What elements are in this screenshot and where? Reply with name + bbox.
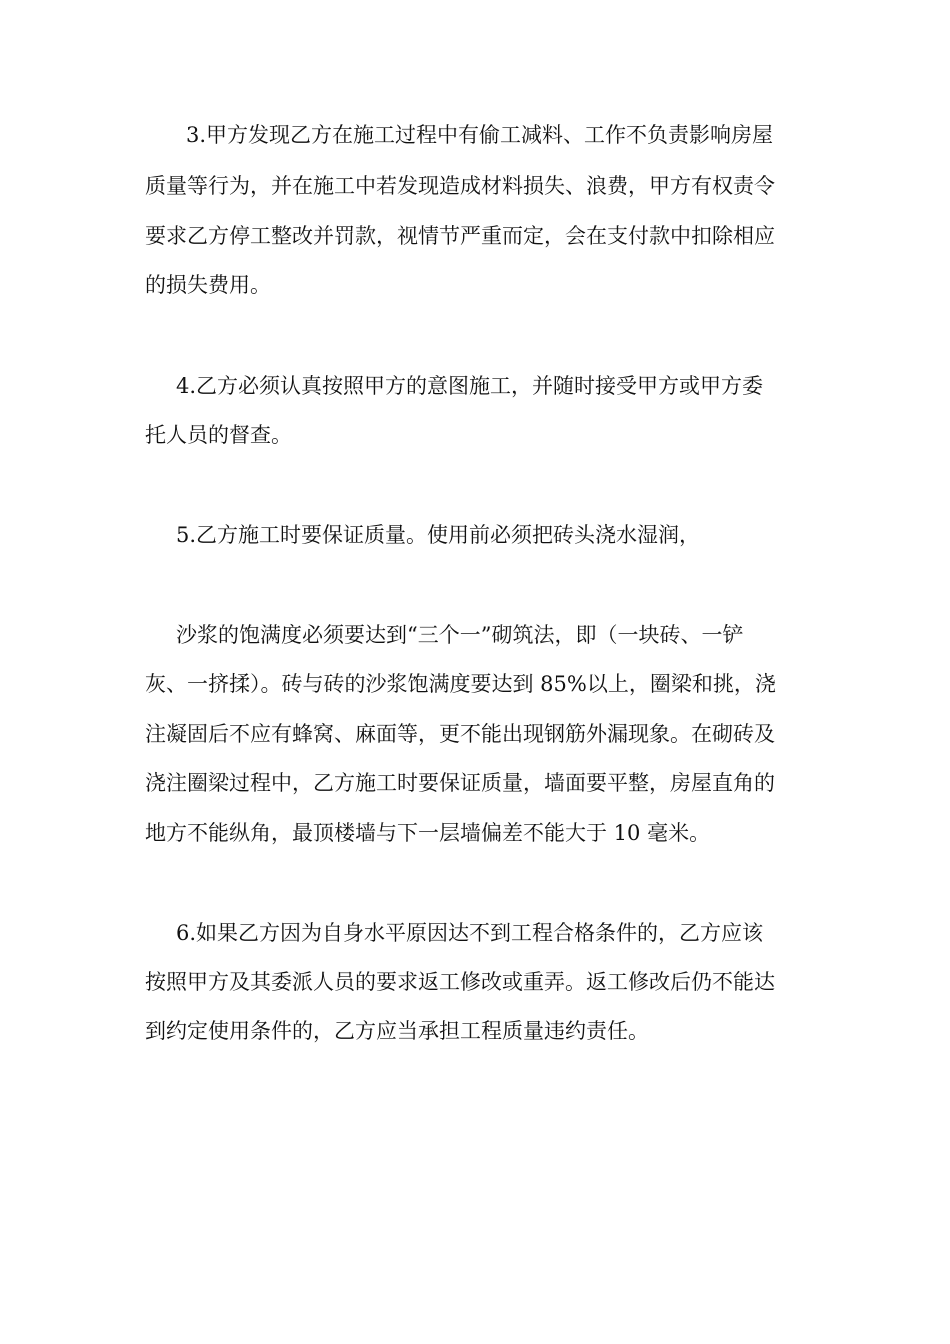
paragraph-mortar-line-3: 注凝固后不应有蜂窝、麻面等，更不能出现钢筋外漏现象。在砌砖及: [145, 722, 775, 746]
paragraph-6-line-1: 6.如果乙方因为自身水平原因达不到工程合格条件的，乙方应该: [176, 921, 764, 945]
paragraph-4-line-2: 托人员的督查。: [145, 423, 292, 447]
paragraph-mortar-line-1: 沙浆的饱满度必须要达到“三个一”砌筑法，即（一块砖、一铲: [176, 623, 744, 647]
paragraph-4-line-1: 4.乙方必须认真按照甲方的意图施工，并随时接受甲方或甲方委: [176, 374, 764, 398]
paragraph-3-line-3: 要求乙方停工整改并罚款，视情节严重而定，会在支付款中扣除相应: [145, 224, 775, 248]
paragraph-mortar-line-4: 浇注圈梁过程中，乙方施工时要保证质量，墙面要平整，房屋直角的: [145, 771, 775, 795]
paragraph-3-line-4: 的损失费用。: [145, 273, 271, 297]
paragraph-3-line-2: 质量等行为，并在施工中若发现造成材料损失、浪费，甲方有权责令: [145, 174, 775, 198]
paragraph-mortar-line-2: 灰、一挤揉）。砖与砖的沙浆饱满度要达到 85%以上，圈梁和挑，浇: [145, 672, 776, 696]
paragraph-6-line-2: 按照甲方及其委派人员的要求返工修改或重弄。返工修改后仍不能达: [145, 970, 775, 994]
paragraph-6-line-3: 到约定使用条件的，乙方应当承担工程质量违约责任。: [145, 1019, 649, 1043]
paragraph-mortar-line-5: 地方不能纵角，最顶楼墙与下一层墙偏差不能大于 10 毫米。: [145, 821, 711, 845]
paragraph-3-line-1: 3.甲方发现乙方在施工过程中有偷工减料、工作不负责影响房屋: [186, 123, 774, 147]
paragraph-5-line-1: 5.乙方施工时要保证质量。使用前必须把砖头浇水湿润，: [176, 523, 701, 547]
